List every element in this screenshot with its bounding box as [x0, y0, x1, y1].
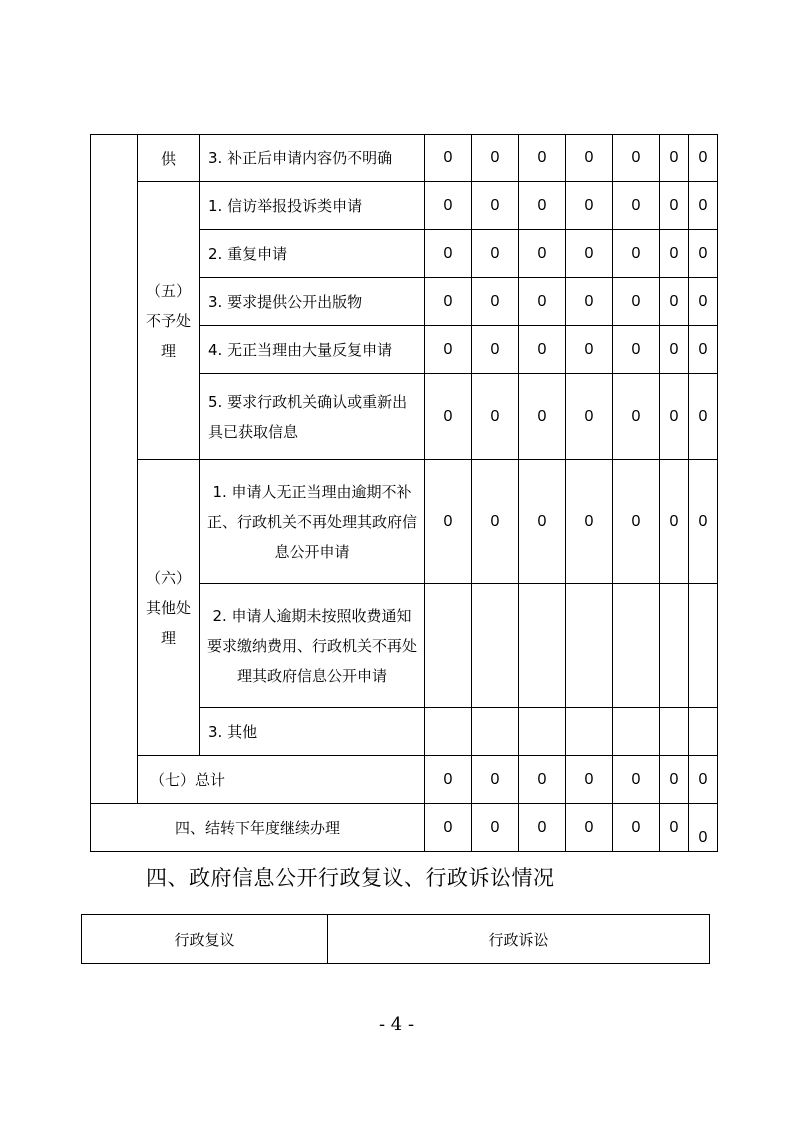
- value-cell: 0: [519, 460, 566, 584]
- value-cell: 0: [472, 182, 519, 230]
- total-row: [91, 756, 718, 804]
- table-row: [91, 182, 718, 230]
- value-cell: [425, 708, 472, 756]
- value-cell: 0: [566, 278, 613, 326]
- value-cell: [613, 708, 660, 756]
- value-cell: 0: [566, 756, 613, 804]
- value-cell: 0: [613, 374, 660, 460]
- value-cell: [425, 584, 472, 708]
- item-label: 5. 要求行政机关确认或重新出具已获取信息: [200, 374, 425, 460]
- disposal-table: [90, 134, 718, 852]
- item-label: 1. 申请人无正当理由逾期不补正、行政机关不再处理其政府信息公开申请: [200, 460, 425, 584]
- section-title: 四、政府信息公开行政复议、行政诉讼情况: [146, 866, 555, 890]
- value-cell: 0: [519, 374, 566, 460]
- value-cell: 0: [613, 804, 660, 852]
- value-cell: 0: [613, 460, 660, 584]
- value-cell: 0: [660, 460, 689, 584]
- value-cell: 0: [519, 326, 566, 374]
- value-cell: 0: [660, 804, 689, 852]
- item-label: 2. 申请人逾期未按照收费通知要求缴纳费用、行政机关不再处理其政府信息公开申请: [200, 584, 425, 708]
- value-cell: 0: [689, 135, 718, 182]
- litigation-header: 行政诉讼: [328, 915, 710, 964]
- value-cell: 0: [472, 326, 519, 374]
- group-label-six: （六）其他处理: [138, 460, 200, 756]
- value-cell: 0: [689, 804, 718, 852]
- value-cell: 0: [689, 374, 718, 460]
- value-cell: 0: [425, 135, 472, 182]
- value-cell: 0: [660, 326, 689, 374]
- group-label-five: （五）不予处理: [138, 182, 200, 460]
- item-label: 3. 要求提供公开出版物: [200, 278, 425, 326]
- value-cell: 0: [519, 135, 566, 182]
- value-cell: 0: [660, 182, 689, 230]
- value-cell: 0: [660, 374, 689, 460]
- value-cell: [689, 708, 718, 756]
- value-cell: 0: [613, 326, 660, 374]
- value-cell: 0: [472, 804, 519, 852]
- value-cell: 0: [425, 374, 472, 460]
- value-cell: [566, 708, 613, 756]
- value-cell: 0: [472, 230, 519, 278]
- value-cell: [613, 584, 660, 708]
- value-cell: 0: [689, 326, 718, 374]
- value-cell: 0: [613, 230, 660, 278]
- value-cell: 0: [519, 278, 566, 326]
- value-cell: 0: [472, 374, 519, 460]
- item-label: 2. 重复申请: [200, 230, 425, 278]
- value-cell: 0: [425, 326, 472, 374]
- value-cell: 0: [566, 460, 613, 584]
- value-cell: 0: [425, 278, 472, 326]
- review-header: 行政复议: [82, 915, 328, 964]
- item-label: 3. 补正后申请内容仍不明确: [200, 135, 425, 182]
- table-row: [91, 460, 718, 584]
- total-label: （七）总计: [138, 756, 425, 804]
- value-cell: 0: [566, 326, 613, 374]
- item-label: 4. 无正当理由大量反复申请: [200, 326, 425, 374]
- item-label: 1. 信访举报投诉类申请: [200, 182, 425, 230]
- outer-merged-cell: [91, 135, 138, 804]
- value-cell: [660, 708, 689, 756]
- value-cell: 0: [566, 804, 613, 852]
- value-cell: 0: [425, 756, 472, 804]
- category-cell: 供: [138, 135, 200, 182]
- value-cell: 0: [425, 230, 472, 278]
- value-cell: 0: [566, 182, 613, 230]
- value-cell: 0: [472, 756, 519, 804]
- value-cell: 0: [566, 230, 613, 278]
- value-cell: 0: [689, 460, 718, 584]
- value-cell: 0: [566, 135, 613, 182]
- table-row: [91, 135, 718, 182]
- value-cell: 0: [689, 278, 718, 326]
- value-cell: 0: [689, 230, 718, 278]
- carry-over-row: [91, 804, 718, 852]
- value-cell: 0: [660, 756, 689, 804]
- value-cell: 0: [689, 756, 718, 804]
- value-cell: [519, 708, 566, 756]
- value-cell: [472, 584, 519, 708]
- value-cell: [566, 584, 613, 708]
- page-number: - 4 -: [378, 1014, 415, 1035]
- value-cell: 0: [566, 374, 613, 460]
- value-cell: 0: [613, 756, 660, 804]
- value-cell: 0: [472, 278, 519, 326]
- review-litigation-table: [81, 914, 710, 964]
- value-cell: 0: [519, 182, 566, 230]
- value-cell: 0: [660, 278, 689, 326]
- value-cell: 0: [613, 135, 660, 182]
- value-cell: 0: [425, 804, 472, 852]
- carry-over-label: 四、结转下年度继续办理: [91, 804, 425, 852]
- value-cell: 0: [613, 278, 660, 326]
- value-cell: 0: [613, 182, 660, 230]
- value-cell: [472, 708, 519, 756]
- value-cell: [660, 584, 689, 708]
- value-cell: 0: [519, 756, 566, 804]
- value-cell: 0: [425, 182, 472, 230]
- value-cell: 0: [519, 804, 566, 852]
- value-cell: [689, 584, 718, 708]
- value-cell: 0: [660, 230, 689, 278]
- value-cell: 0: [472, 135, 519, 182]
- value-cell: 0: [472, 460, 519, 584]
- value-cell: 0: [660, 135, 689, 182]
- value-cell: [519, 584, 566, 708]
- value-cell: 0: [689, 182, 718, 230]
- value-cell: 0: [425, 460, 472, 584]
- value-cell: 0: [519, 230, 566, 278]
- item-label: 3. 其他: [200, 708, 425, 756]
